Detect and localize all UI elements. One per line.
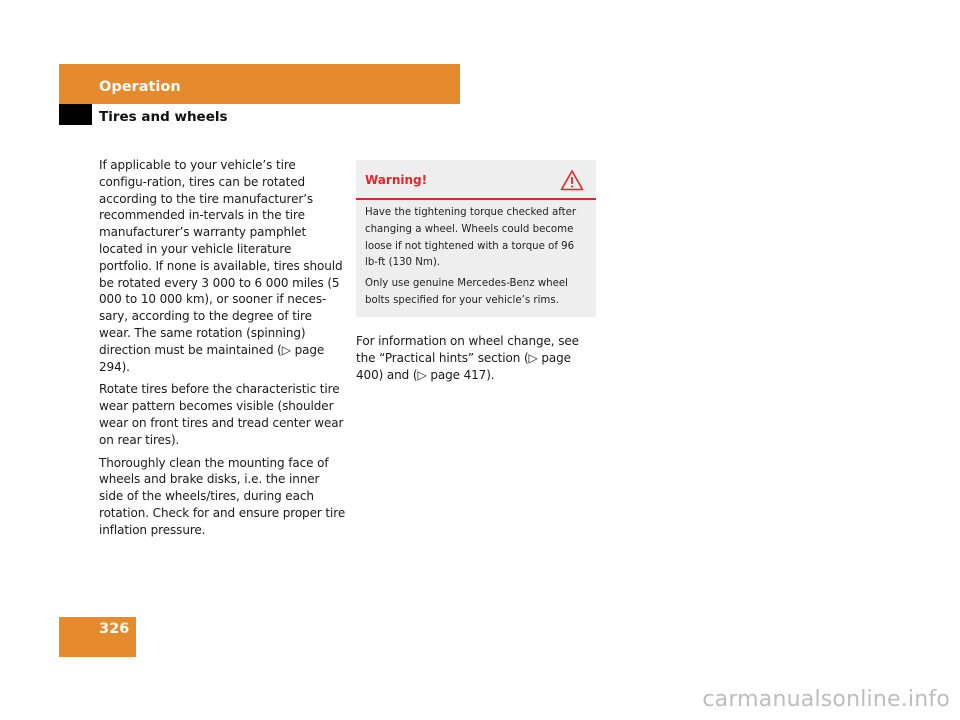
warning-text-bolts: Only use genuine Mercedes-Benz wheel bolts specified for your vehicle’s rims.: [365, 278, 568, 306]
warning-label: Warning!: [365, 173, 428, 187]
page-number: 326: [99, 621, 130, 637]
paragraph-tire-rotation: If applicable to your vehicle’s tire configu-ration, tires can be rotated according to the tire manufacturer’s recommended in-tervals in the tire manufacturer’s warranty pamphlet located in your vehicle literature portfolio. If none is available, tires should be rotated every 3 000 to 6 000 miles (5 000 to 10 000 km), or sooner if neces-sary, according to the degree of tire wear. The same rotation (spinning) direction must be maintained (▷ page 294).: [99, 158, 343, 374]
paragraph-wheel-change: For information on wheel change, see the “Practical hints” section (▷ page 400) and (▷ page 417).: [356, 334, 579, 382]
paragraph-rotation-timing: Rotate tires before the characteristic tire wear pattern becomes visible (shoulder wear on front tires and tread center wear on rear tires).: [99, 382, 344, 447]
warning-triangle-icon: [560, 169, 584, 191]
warning-text-torque: Have the tightening torque checked after changing a wheel. Wheels could become loose if not tightened with a torque of 96 lb-ft (130 Nm).: [365, 207, 577, 269]
section-title: Operation: [99, 79, 181, 95]
watermark: carmanualsonline.info: [702, 687, 950, 712]
warning-header: [356, 160, 596, 200]
paragraph-cleaning: Thoroughly clean the mounting face of wheels and brake disks, i.e. the inner side of the wheels/tires, during each rotation. Check for and ensure proper tire inflation pressure.: [99, 455, 346, 537]
section-tab-marker: [59, 104, 92, 125]
subsection-title: Tires and wheels: [99, 109, 228, 125]
right-column: [356, 333, 601, 383]
left-column: [99, 157, 346, 545]
warning-box: [356, 160, 596, 317]
warning-body: [356, 200, 596, 310]
